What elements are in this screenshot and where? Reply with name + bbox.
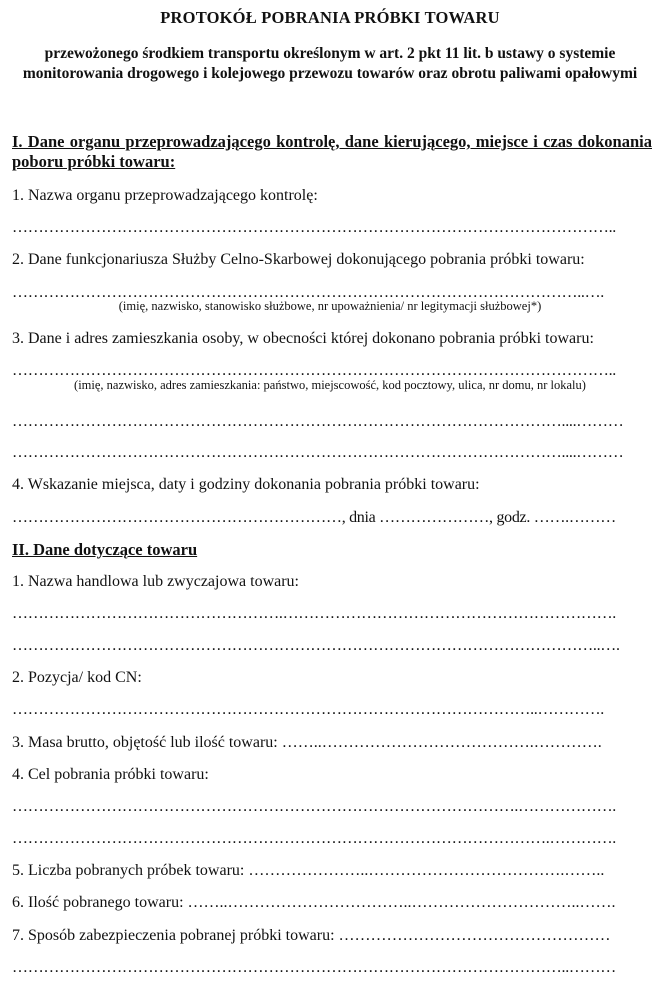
goods-field-4-line-1: …………………………………………………………………………………….………………. [12, 798, 617, 815]
goods-field-1-line-2: …………………………………………………………………………………………………..…. [12, 637, 620, 654]
field-2-label: 2. Dane funkcjonariusza Służby Celno-Skarbowej dokonującego pobrania próbki towaru: [12, 251, 585, 268]
section-2-heading: II. Dane dotyczące towaru [12, 540, 198, 559]
document-title: PROTOKÓŁ POBRANIA PRÓBKI TOWARU [160, 8, 500, 27]
goods-field-7: 7. Sposób zabezpieczenia pobranej próbki towaru: …………………………………………… [12, 927, 611, 944]
field-3-line-3: ……………………………………………………………………………………………....……… [12, 444, 624, 461]
goods-field-2-line: ………………………………………………………………………………………..…………. [12, 701, 605, 718]
section-1-heading: I. Dane organu przeprowadzającego kontrolę, dane kierującego, miejsce i czas dokonania poboru próbki towaru: [12, 132, 652, 171]
field-2-line: ………………………………………………………………………………………………..…. [12, 284, 605, 301]
field-1-line: …………………………………………………………………………………………………….. [12, 219, 617, 236]
goods-field-5: 5. Liczba pobranych próbek towaru: …………………..……………………………….…….. [12, 862, 605, 879]
goods-field-2-label: 2. Pozycja/ kod CN: [12, 669, 142, 686]
field-3-line-1: …………………………………………………………………………………………………….. [12, 362, 617, 379]
field-3-label: 3. Dane i adres zamieszkania osoby, w obecności której dokonano pobrania próbki towaru: [12, 330, 594, 347]
goods-field-4-label: 4. Cel pobrania próbki towaru: [12, 766, 209, 783]
goods-field-1-line-1: …………………………………………….………………………………………………………. [12, 605, 617, 622]
goods-field-1-label: 1. Nazwa handlowa lub zwyczajowa towaru: [12, 573, 299, 590]
field-1-label: 1. Nazwa organu przeprowadzającego kontrolę: [12, 187, 318, 204]
field-4-label: 4. Wskazanie miejsca, daty i godziny dokonania pobrania próbki towaru: [12, 476, 480, 493]
document-subtitle: przewożonego środkiem transportu określonym w art. 2 pkt 11 lit. b ustawy o systemie monitorowania drogowego i kolejowego przewozu towarów oraz obrotu paliwami opałowymi [22, 45, 638, 82]
field-3-line-2: ……………………………………………………………………………………………....……… [12, 413, 624, 430]
goods-field-6: 6. Ilość pobranego towaru: ……..……………………………..…………………………..……. [12, 894, 616, 911]
field-2-note: (imię, nazwisko, stanowisko służbowe, nr upoważnienia/ nr legitymacji służbowej*) [118, 299, 542, 313]
field-4-line: ………………………………………………………, dnia …………………, godz. …….……… [12, 509, 616, 526]
goods-field-3: 3. Masa brutto, objętość lub ilość towaru: ……..………………………………….…………. [12, 734, 602, 751]
goods-field-7-line: ……………………………………………………………………………………………..……… [12, 959, 617, 976]
field-3-note: (imię, nazwisko, adres zamieszkania: państwo, miejscowość, kod pocztowy, ulica, nr domu, nr lokalu) [74, 378, 586, 392]
goods-field-4-line-2: ………………………………………………………………………………………….…………. [12, 830, 617, 847]
